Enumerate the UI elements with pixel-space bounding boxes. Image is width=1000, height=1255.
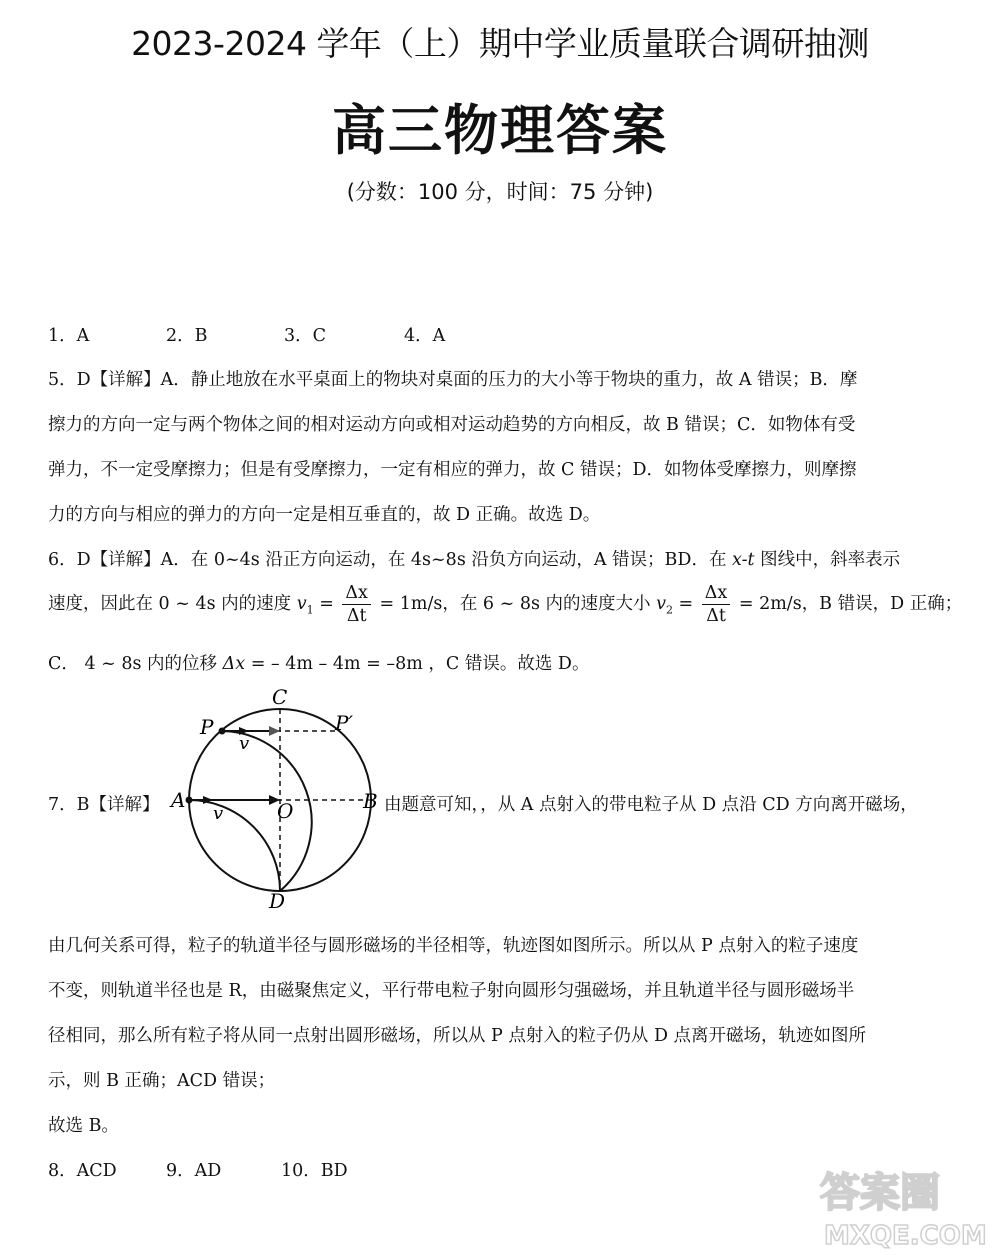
label-a: A — [171, 788, 186, 812]
q7-line: 示，则 B 正确；ACD 错误； — [48, 1071, 276, 1091]
point-a — [186, 797, 193, 804]
point-p — [219, 728, 226, 735]
magnetic-field-diagram — [165, 680, 390, 910]
label-p-prime: P′ — [335, 711, 353, 735]
answer-item: 2．B — [166, 326, 208, 346]
answers-row-2 — [48, 1157, 348, 1182]
q6-line-3: C． 4 ~ 8s 内的位移 Δx = – 4m – 4m = –8m ，C 错误。故选 D。 — [48, 654, 590, 674]
fraction: $\frac{\Delta x}{\Delta t}$ — [342, 582, 371, 627]
q5-line: 弹力，不一定受摩擦力；但是有受摩擦力，一定有相应的弹力，故 C 错误；D．如物体受摩擦力，则摩擦 — [48, 460, 857, 480]
q7-line: 径相同，那么所有粒子将从同一点射出圆形磁场，所以从 P 点射入的粒子仍从 D 点离开磁场，轨迹如图所 — [48, 1026, 867, 1046]
q6-line-2: 速度，因此在 0 ~ 4s 内的速度 $v_1$ = $\frac{\Delta x}{\Delta t}$ = 1m/s，在 6 ~ 8s 内的速度大小 $v_2$ = $\frac{\Delta x}{\Delta t}$ = 2m/s，B 错误，D 正确； — [48, 583, 963, 626]
q5-line: 力的方向与相应的弹力的方向一定是相互垂直的，故 D 正确。故选 D。 — [48, 505, 601, 525]
trajectory-p — [222, 731, 312, 891]
q7-line: 不变，则轨道半径也是 R，由磁聚焦定义，平行带电粒子射向圆形匀强磁场，并且轨道半径与圆形磁场半 — [48, 981, 855, 1001]
q5-line: 5．D【详解】A．静止地放在水平桌面上的物块对桌面的压力的大小等于物块的重力，故 A 错误；B．摩 — [48, 370, 858, 390]
answers-row-1 — [48, 322, 445, 347]
answer-item: 4．A — [404, 326, 446, 346]
trajectory-a — [189, 800, 280, 891]
label-b: B — [363, 789, 378, 813]
answer-item: 10．BD — [281, 1161, 348, 1181]
q5-line: 擦力的方向一定与两个物体之间的相对运动方向或相对运动趋势的方向相反，故 B 错误；C．如物体有受 — [48, 415, 856, 435]
watermark-logo — [802, 1156, 992, 1251]
watermark-text-bottom: MXQE.COM — [824, 1221, 987, 1251]
answer-item: 9．AD — [166, 1161, 222, 1181]
arrow-p — [269, 726, 280, 736]
exam-title: 2023-2024 学年（上）期中学业质量联合调研抽测 — [131, 24, 869, 63]
q6-line-1: 6．D【详解】A．在 0~4s 沿正方向运动，在 4s~8s 沿负方向运动，A 错误；BD．在 x-t 图线中，斜率表示 — [48, 550, 901, 570]
q7-prefix: 7．B【详解】 — [48, 795, 160, 815]
q7-after-diagram: 由题意可知，，从 A 点射入的带电粒子从 D 点沿 CD 方向离开磁场， — [384, 795, 918, 815]
q7-line: 故选 B。 — [48, 1116, 119, 1136]
label-v-bottom: v — [213, 803, 224, 824]
watermark-text-top: 答案圈 — [820, 1170, 940, 1216]
label-d: D — [269, 889, 286, 910]
q7-line: 由几何关系可得，粒子的轨道半径与圆形磁场的半径相等，轨迹图如图所示。所以从 P 点射入的粒子速度 — [48, 936, 859, 956]
label-o: O — [277, 799, 294, 823]
answer-item: 8．ACD — [48, 1161, 117, 1181]
label-p: P — [200, 715, 214, 739]
fraction: $\frac{\Delta x}{\Delta t}$ — [702, 582, 731, 627]
score-info: (分数：100 分，时间：75 分钟) — [346, 180, 654, 204]
page-title: 高三物理答案 — [332, 99, 668, 162]
answer-item: 1．A — [48, 326, 90, 346]
label-v-top: v — [239, 733, 250, 754]
answer-item: 3．C — [284, 326, 327, 346]
label-c: C — [272, 685, 288, 709]
